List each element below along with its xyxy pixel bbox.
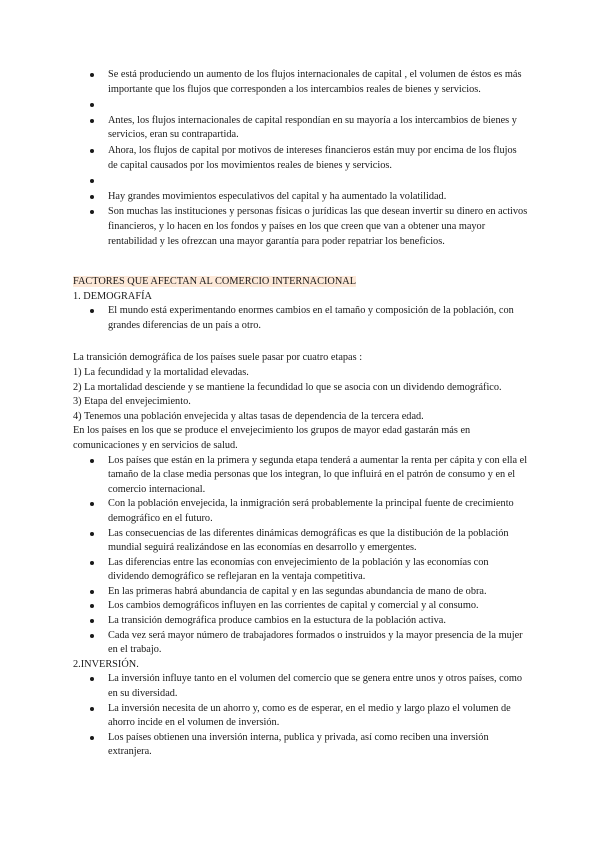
section-title: FACTORES QUE AFECTAN AL COMERCIO INTERNACIONAL xyxy=(73,276,357,287)
list-item: Cada vez será mayor número de trabajadores formados o instruidos y la mayor presencia de la mujer en el trabajo. xyxy=(108,629,528,658)
list-item: Con la población envejecida, la inmigración será probablemente la principal fuente de crecimiento demográfico en el futuro. xyxy=(108,497,528,526)
list-item: Hay grandes movimientos especulativos del capital y ha aumentado la volatilidad. xyxy=(108,190,528,205)
list-item: El mundo está experimentando enormes cambios en el tamaño y composición de la población, con grandes diferencias de un país a otro. xyxy=(108,304,528,333)
list-item: Se está produciendo un aumento de los flujos internacionales de capital , el volumen de éstos es más importante que los flujos que corresponden a los intercambios reales de bienes y servicios. xyxy=(108,68,528,97)
inversion-heading: 2.INVERSIÓN. xyxy=(73,658,139,670)
list-item: Son muchas las instituciones y personas físicas o jurídicas las que desean invertir su dinero en activos financieros, y lo hacen en los fondos y países en los que creen que van a obtener una mayor rentabilidad y les ofrezcan una mayor garantía para poder repatriar los beneficios. xyxy=(108,205,528,249)
stage-2: 2) La mortalidad desciende y se mantiene la fecundidad lo que se asocia con un dividendo demográfico. xyxy=(73,381,502,393)
demografia-intro-list xyxy=(108,304,528,333)
capital-flows-list xyxy=(108,68,528,250)
inversion-list xyxy=(108,672,528,760)
list-item: La inversión influye tanto en el volumen del comercio que se genera entre unos y otros países, como en su diversidad. xyxy=(108,672,528,701)
stage-1: 1) La fecundidad y la mortalidad elevadas. xyxy=(73,366,249,378)
list-item-empty xyxy=(108,98,528,113)
factors-section xyxy=(73,275,533,760)
demografia-list xyxy=(108,454,528,658)
demografia-heading: 1. DEMOGRAFÍA xyxy=(73,290,152,302)
list-item: Antes, los flujos internacionales de capital respondían en su mayoría a los intercambios de bienes y servicios, eran su contrapartida. xyxy=(108,114,528,143)
transition-intro: La transición demográfica de los países suele pasar por cuatro etapas : xyxy=(73,352,363,364)
stage-4: 4) Tenemos una población envejecida y altas tasas de dependencia de la tercera edad. xyxy=(73,410,424,422)
stage-3: 3) Etapa del envejecimiento. xyxy=(73,396,191,408)
list-item: En las primeras habrá abundancia de capital y en las segundas abundancia de mano de obra. xyxy=(108,585,528,600)
list-item: Las diferencias entre las economías con envejecimiento de la población y las economías con dividendo demográfico se reflejaran en la ventaja competitiva. xyxy=(108,556,528,585)
list-item: Las consecuencias de las diferentes dinámicas demográficas es que la distibución de la población mundial seguirá realizándose en las economías en desarrollo y emergentes. xyxy=(108,527,528,556)
list-item: La transición demográfica produce cambios en la estuctura de la población activa. xyxy=(108,614,528,629)
list-item: Los países obtienen una inversión interna, publica y privada, así como reciben una inversión extranjera. xyxy=(108,731,528,760)
aging-paragraph: En los países en los que se produce el envejecimiento los grupos de mayor edad gastarán más en comunicaciones y en servicios de salud. xyxy=(73,425,471,451)
list-item: Los cambios demográficos influyen en las corrientes de capital y comercial y al consumo. xyxy=(108,599,528,614)
list-item-empty xyxy=(108,174,528,189)
list-item: Los países que están en la primera y segunda etapa tenderá a aumentar la renta per cápita y con ella el tamaño de la clase media personas que los integran, lo que influirá en el patrón de consumo y en el comercio internacional. xyxy=(108,454,528,498)
list-item: La inversión necesita de un ahorro y, como es de esperar, en el medio y largo plazo el volumen de ahorro incide en el volumen de inversión. xyxy=(108,702,528,731)
list-item: Ahora, los flujos de capital por motivos de intereses financieros están muy por encima de los flujos de capital causados por los movimientos reales de bienes y servicios. xyxy=(108,144,528,173)
